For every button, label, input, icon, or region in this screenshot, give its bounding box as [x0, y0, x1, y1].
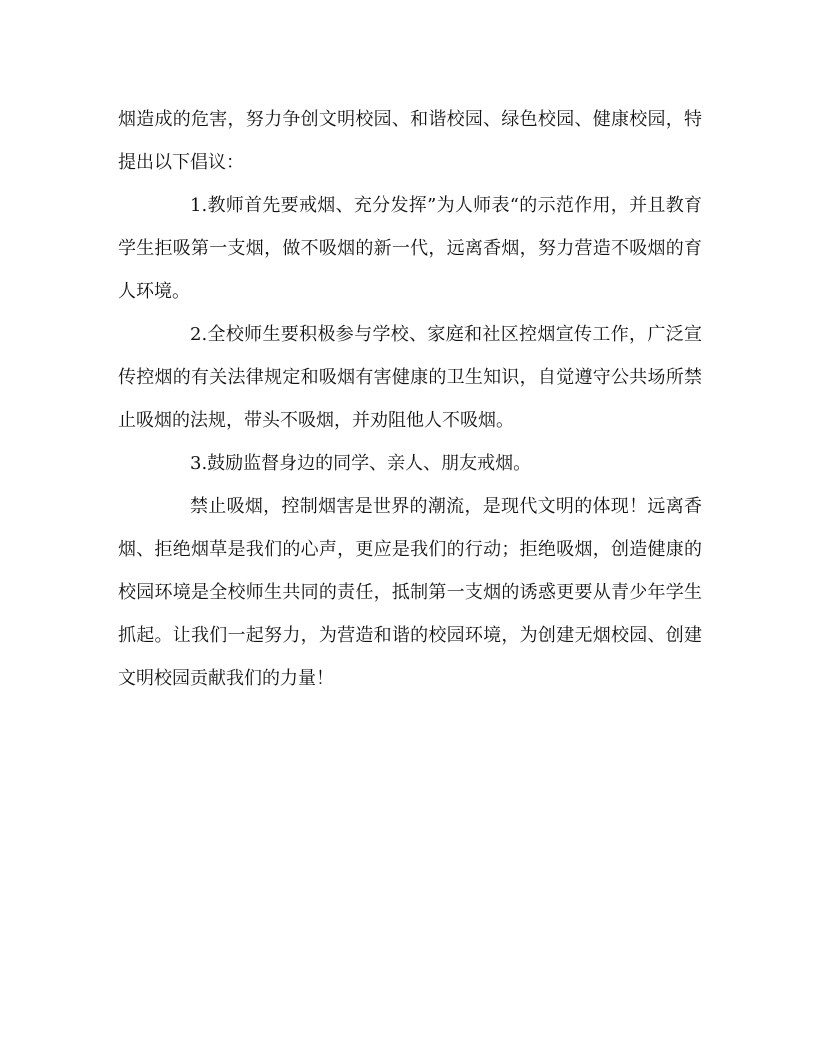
paragraph-item-2: 2.全校师生要积极参与学校、家庭和社区控烟宣传工作，广泛宣传控烟的有关法律规定和吸烟有害健康的卫生知识，自觉遵守公共场所禁止吸烟的法规，带头不吸烟，并劝阻他人不吸烟。 — [118, 324, 702, 431]
paragraph-conclusion: 禁止吸烟，控制烟害是世界的潮流，是现代文明的体现！远离香烟、拒绝烟草是我们的心声，更应是我们的行动；拒绝吸烟，创造健康的校园环境是全校师生共同的责任，抵制第一支烟的诱惑更要从青少年学生抓起。让我们一起努力，为营造和谐的校园环境，为创建无烟校园、创建文明校园贡献我们的力量！ — [118, 496, 702, 689]
paragraph-item-1: 1.教师首先要戒烟、充分发挥”为人师表“的示范作用，并且教育学生拒吸第一支烟，做不吸烟的新一代，远离香烟，努力营造不吸烟的育人环境。 — [118, 195, 702, 302]
paragraph-item-3: 3.鼓励监督身边的同学、亲人、朋友戒烟。 — [190, 453, 532, 474]
document-body — [118, 98, 702, 700]
paragraph-intro-continuation: 烟造成的危害，努力争创文明校园、和谐校园、绿色校园、健康校园，特提出以下倡议： — [118, 109, 702, 173]
